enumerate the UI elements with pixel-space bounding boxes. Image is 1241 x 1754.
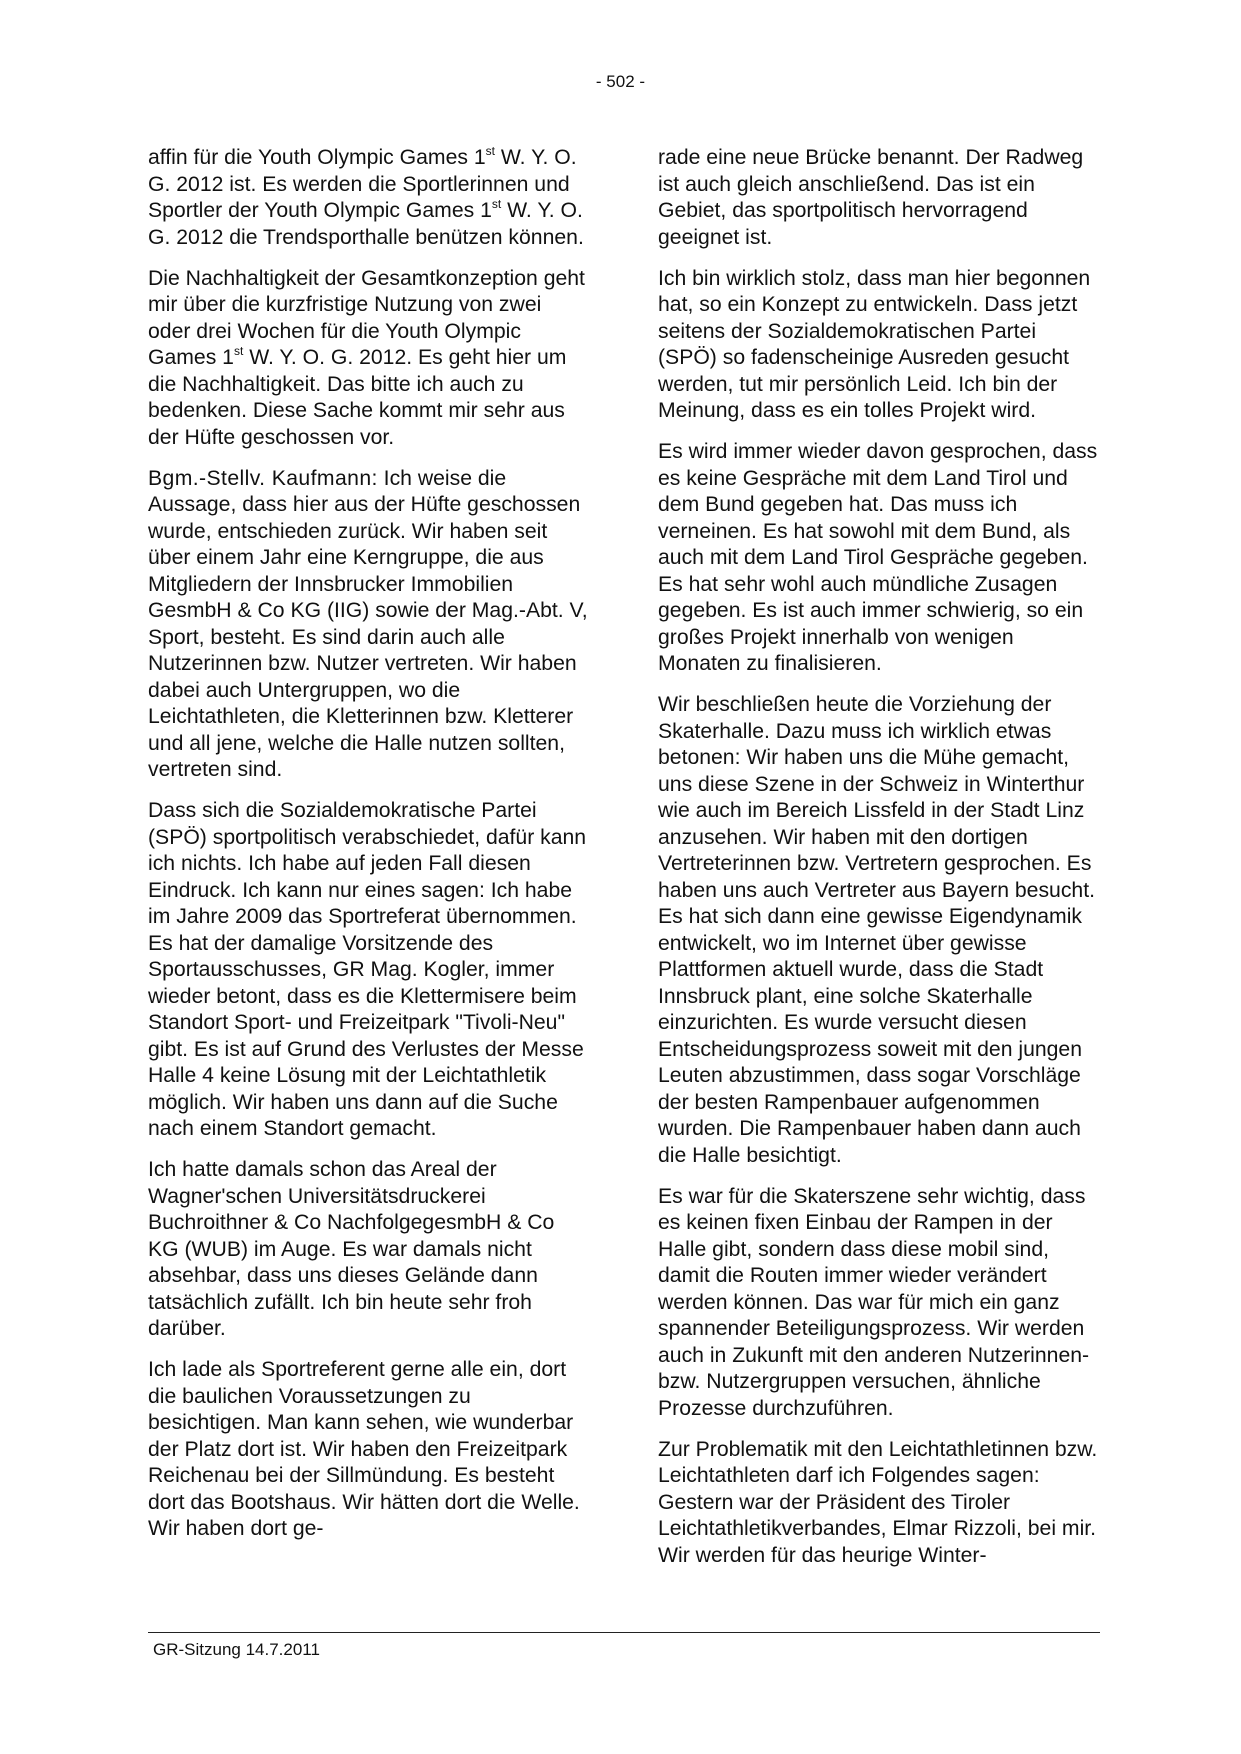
left-column xyxy=(148,145,589,1557)
footer-session-date: GR-Sitzung 14.7.2011 xyxy=(153,1640,320,1659)
text-span: affin für die Youth Olympic Games 1 xyxy=(148,146,486,169)
paragraph: Es wird immer wieder davon gesprochen, dass es keine Gespräche mit dem Land Tirol und dem Bund gegeben hat. Das muss ich verneinen. Es hat sowohl mit dem Bund, als auch mit dem Land Tirol Gespräche gegeben. Es hat sehr wohl auch mündliche Zusagen gegeben. Es ist auch immer schwierig, so ein großes Projekt innerhalb von wenigen Monaten zu finalisieren. xyxy=(658,440,1098,675)
superscript: st xyxy=(233,344,244,358)
superscript: st xyxy=(491,197,502,211)
paragraph: rade eine neue Brücke benannt. Der Radweg ist auch gleich anschließend. Das ist ein Gebiet, das sportpolitisch hervorragend geeignet ist. xyxy=(658,146,1084,249)
page-number: - 502 - xyxy=(595,72,646,91)
footer-divider xyxy=(148,1632,1100,1633)
paragraph: Dass sich die Sozialdemokratische Partei (SPÖ) sportpolitisch verabschiedet, dafür kann ich nichts. Ich habe auf jeden Fall diesen Eindruck. Ich kann nur eines sagen: Ich habe im Jahre 2009 das Sportreferat übernommen. Es hat der damalige Vorsitzende des Sportausschusses, GR Mag. Kogler, immer wieder betont, dass es die Klettermisere beim Standort Sport- und Freizeitpark "Tivoli-Neu" gibt. Es ist auf Grund des Verlustes der Messe Halle 4 keine Lösung mit der Leichtathletik möglich. Wir haben uns dann auf die Suche nach einem Standort gemacht. xyxy=(148,799,587,1140)
paragraph: Ich bin wirklich stolz, dass man hier begonnen hat, so ein Konzept zu entwickeln. Dass jetzt seitens der Sozialdemokratischen Partei (SPÖ) so fadenscheinige Ausreden gesucht werden, tut mir persönlich Leid. Ich bin der Meinung, dass es ein tolles Projekt wird. xyxy=(658,266,1091,422)
text-span: Die Nachhaltigkeit der Gesamtkonzeption geht mir über die kurzfristige Nutzung von zwei oder drei Wochen für die Youth Olympic Games 1 xyxy=(148,266,585,369)
text-span: W. Y. O. G. 2012 die Trendsporthalle benützen können. xyxy=(148,199,584,249)
paragraph: Es war für die Skaterszene sehr wichtig, dass es keinen fixen Einbau der Rampen in der Halle gibt, sondern dass diese mobil sind, damit die Routen immer wieder verändert werden können. Das war für mich ein ganz spannender Beteiligungsprozess. Wir werden auch in Zukunft mit den anderen Nutzerinnen- bzw. Nutzergruppen versuchen, ähnliche Prozesse durchzuführen. xyxy=(658,1184,1090,1420)
paragraph: Wir beschließen heute die Vorziehung der Skaterhalle. Dazu muss ich wirklich etwas betonen: Wir haben uns die Mühe gemacht, uns diese Szene in der Schweiz in Winterthur wie auch im Bereich Lissfeld in der Stadt Linz anzusehen. Wir haben mit den dortigen Vertreterinnen bzw. Vertretern gesprochen. Es haben uns auch Vertreter aus Bayern besucht. Es hat sich dann eine gewisse Eigendynamik entwickelt, wo im Internet über gewisse Plattformen aktuell wurde, dass die Stadt Innsbruck plant, eine solche Skaterhalle einzurichten. Es wurde versucht diesen Entscheidungsprozess soweit mit den jungen Leuten abzustimmen, dass sogar Vorschläge der besten Rampenbauer aufgenommen wurden. Die Rampenbauer haben dann auch die Halle besichtigt. xyxy=(658,693,1095,1167)
superscript: st xyxy=(485,144,495,158)
paragraph: Zur Problematik mit den Leichtathletinnen bzw. Leichtathleten darf ich Folgendes sagen: Gestern war der Präsident des Tiroler Leichtathletikverbandes, Elmar Rizzoli, bei mir. Wir werden für das heurige Winter- xyxy=(658,1437,1098,1567)
paragraph xyxy=(148,266,589,452)
paragraph xyxy=(148,145,589,251)
paragraph: Ich lade als Sportreferent gerne alle ein, dort die baulichen Voraussetzungen zu besichtigen. Man kann sehen, wie wunderbar der Platz dort ist. Wir haben den Freizeitpark Reichenau bei der Sillmündung. Es besteht dort das Bootshaus. Wir hätten dort die Welle. Wir haben dort ge- xyxy=(148,1358,580,1540)
text-span: Ich weise die Aussage, dass hier aus der Hüfte geschossen wurde, entschieden zurück. Wir haben seit über einem Jahr eine Kerngruppe, die aus Mitgliedern der Innsbrucker Immobilien GesmbH & Co KG (IIG) sowie der Mag.-Abt. V, Sport, besteht. Es sind darin auch alle Nutzerinnen bzw. Nutzer vertreten. Wir haben dabei auch Untergruppen, wo die Leichtathleten, die Kletterinnen bzw. Kletterer und all jene, welche die Halle nutzen sollten, vertreten sind. xyxy=(148,466,588,781)
speaker-name: Bgm.-Stellv. Kaufmann: xyxy=(148,466,378,490)
text-span: W. Y. O. G. 2012. Es geht hier um die Nachhaltigkeit. Das bitte ich auch zu bedenken. Diese Sache kommt mir sehr aus der Hüfte geschossen vor. xyxy=(148,346,567,449)
paragraph xyxy=(148,466,589,784)
text-span: W. Y. O. G. 2012 ist. Es werden die Sportlerinnen und Sportler der Youth Olympic Games 1 xyxy=(148,146,577,222)
paragraph: Ich hatte damals schon das Areal der Wagner'schen Universitätsdruckerei Buchroithner & Co NachfolgegesmbH & Co KG (WUB) im Auge. Es war damals nicht absehbar, dass uns dieses Gelände dann tatsächlich zufällt. Ich bin heute sehr froh darüber. xyxy=(148,1158,555,1340)
right-column xyxy=(658,145,1099,1584)
